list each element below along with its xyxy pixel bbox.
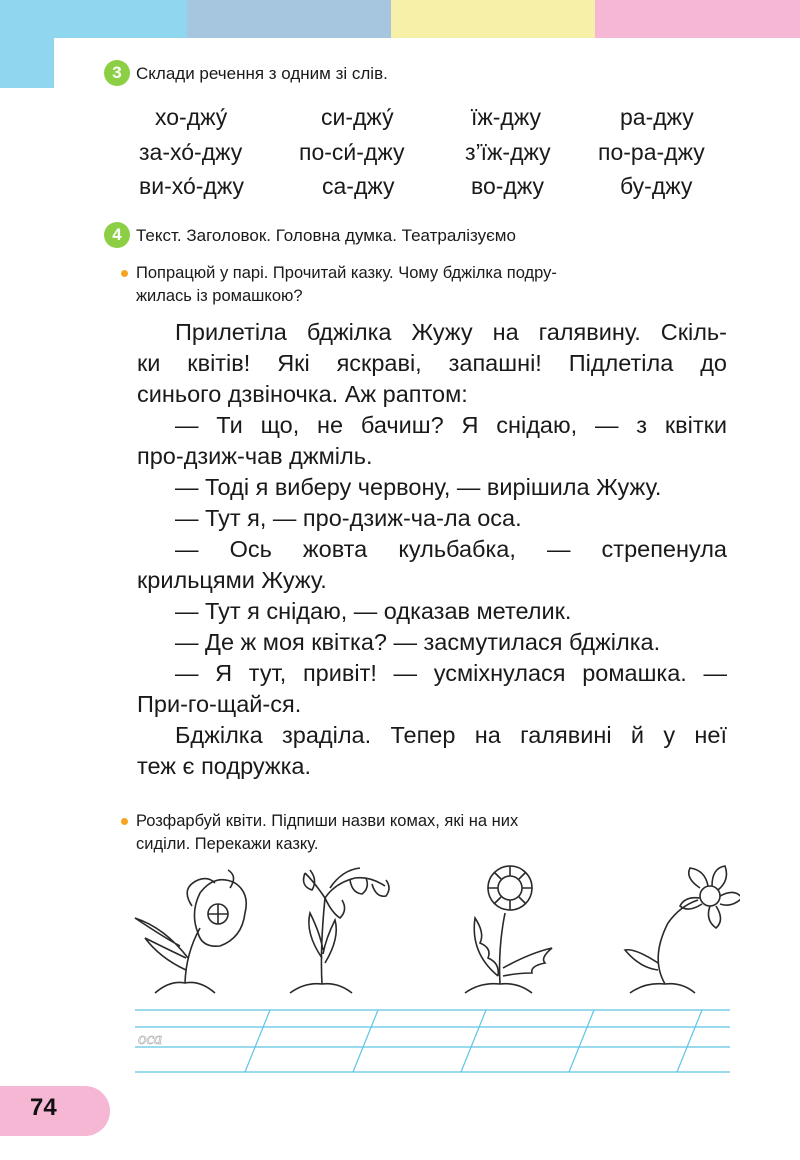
syllable-word: по-си́-джу bbox=[299, 139, 405, 165]
syllable-word: бу-джу bbox=[620, 173, 693, 199]
syllable-word: са-джу bbox=[322, 173, 395, 199]
story-line: — Ти що, не бачиш? Я снідаю, — з квітки bbox=[175, 412, 727, 438]
instruction-line: Розфарбуй квіти. Підпиши назви комах, які на них bbox=[136, 812, 519, 830]
story-line: При-го-щай-ся. bbox=[137, 691, 302, 717]
instruction-text bbox=[136, 262, 557, 308]
dandelion-icon[interactable] bbox=[465, 866, 552, 993]
story-text bbox=[137, 317, 727, 782]
story-line: — Тоді я виберу червону, — вирішила Жужу. bbox=[175, 474, 662, 500]
instruction-line: Попрацюй у парі. Прочитай казку. Чому бджілка подру- bbox=[136, 264, 557, 282]
top-band-steel bbox=[187, 0, 391, 38]
story-line: — Ось жовта кульбабка, — стрепенула bbox=[175, 536, 727, 562]
syllable-word: хо-джу́ bbox=[155, 104, 228, 130]
top-band-blue bbox=[0, 0, 187, 38]
daisy-icon[interactable] bbox=[625, 866, 740, 993]
page-corner bbox=[0, 38, 54, 88]
task-number-badge: 3 bbox=[104, 60, 130, 86]
syllable-word: си-джу́ bbox=[321, 104, 394, 130]
instruction-text bbox=[136, 810, 518, 856]
story-line: ки квітів! Які яскраві, запашні! Підлетіла до bbox=[137, 350, 727, 376]
story-line: теж є подружка. bbox=[137, 753, 312, 779]
writing-lines bbox=[130, 1000, 730, 1080]
bullet-dot bbox=[121, 818, 128, 825]
story-line: синього дзвіночка. Аж раптом: bbox=[137, 381, 468, 407]
story-line: — Тут я снідаю, — одказав метелик. bbox=[175, 598, 572, 624]
story-line: про-дзиж-чав джміль. bbox=[137, 443, 373, 469]
story-line: — Я тут, привіт! — усміхнулася ромашка. — bbox=[175, 660, 727, 686]
bullet-dot bbox=[121, 270, 128, 277]
flowers-illustration bbox=[120, 858, 740, 998]
syllable-word: ра-джу bbox=[620, 104, 694, 130]
story-line: — Тут я, — про-дзиж-ча-ла оса. bbox=[175, 505, 522, 531]
bluebell-icon[interactable] bbox=[290, 868, 389, 993]
task-title: Склади речення з одним зі слів. bbox=[136, 64, 388, 83]
syllable-word: їж-джу bbox=[471, 104, 541, 130]
syllable-word: з’їж-джу bbox=[465, 139, 551, 165]
syllable-word: за-хо́-джу bbox=[139, 139, 243, 165]
sample-word: оса bbox=[138, 1029, 163, 1048]
poppy-icon[interactable] bbox=[135, 870, 246, 993]
story-line: крильцями Жужу. bbox=[137, 567, 327, 593]
syllable-word: во-джу bbox=[471, 173, 544, 199]
syllable-word: ви-хо́-джу bbox=[139, 173, 244, 199]
task-number-badge: 4 bbox=[104, 222, 130, 248]
task-title: Текст. Заголовок. Головна думка. Театралізуємо bbox=[136, 226, 516, 245]
top-band-yellow bbox=[391, 0, 595, 38]
instruction-line: жилась із ромашкою? bbox=[136, 287, 303, 305]
story-line: Бджілка зраділа. Тепер на галявині й у неї bbox=[175, 722, 727, 748]
top-band-pink bbox=[595, 0, 800, 38]
instruction-line: сиділи. Перекажи казку. bbox=[136, 835, 319, 853]
story-line: — Де ж моя квітка? — засмутилася бджілка. bbox=[175, 629, 661, 655]
page-number: 74 bbox=[30, 1094, 57, 1121]
syllable-word: по-ра-джу bbox=[598, 139, 705, 165]
story-line: Прилетіла бджілка Жужу на галявину. Скіль- bbox=[175, 319, 727, 345]
